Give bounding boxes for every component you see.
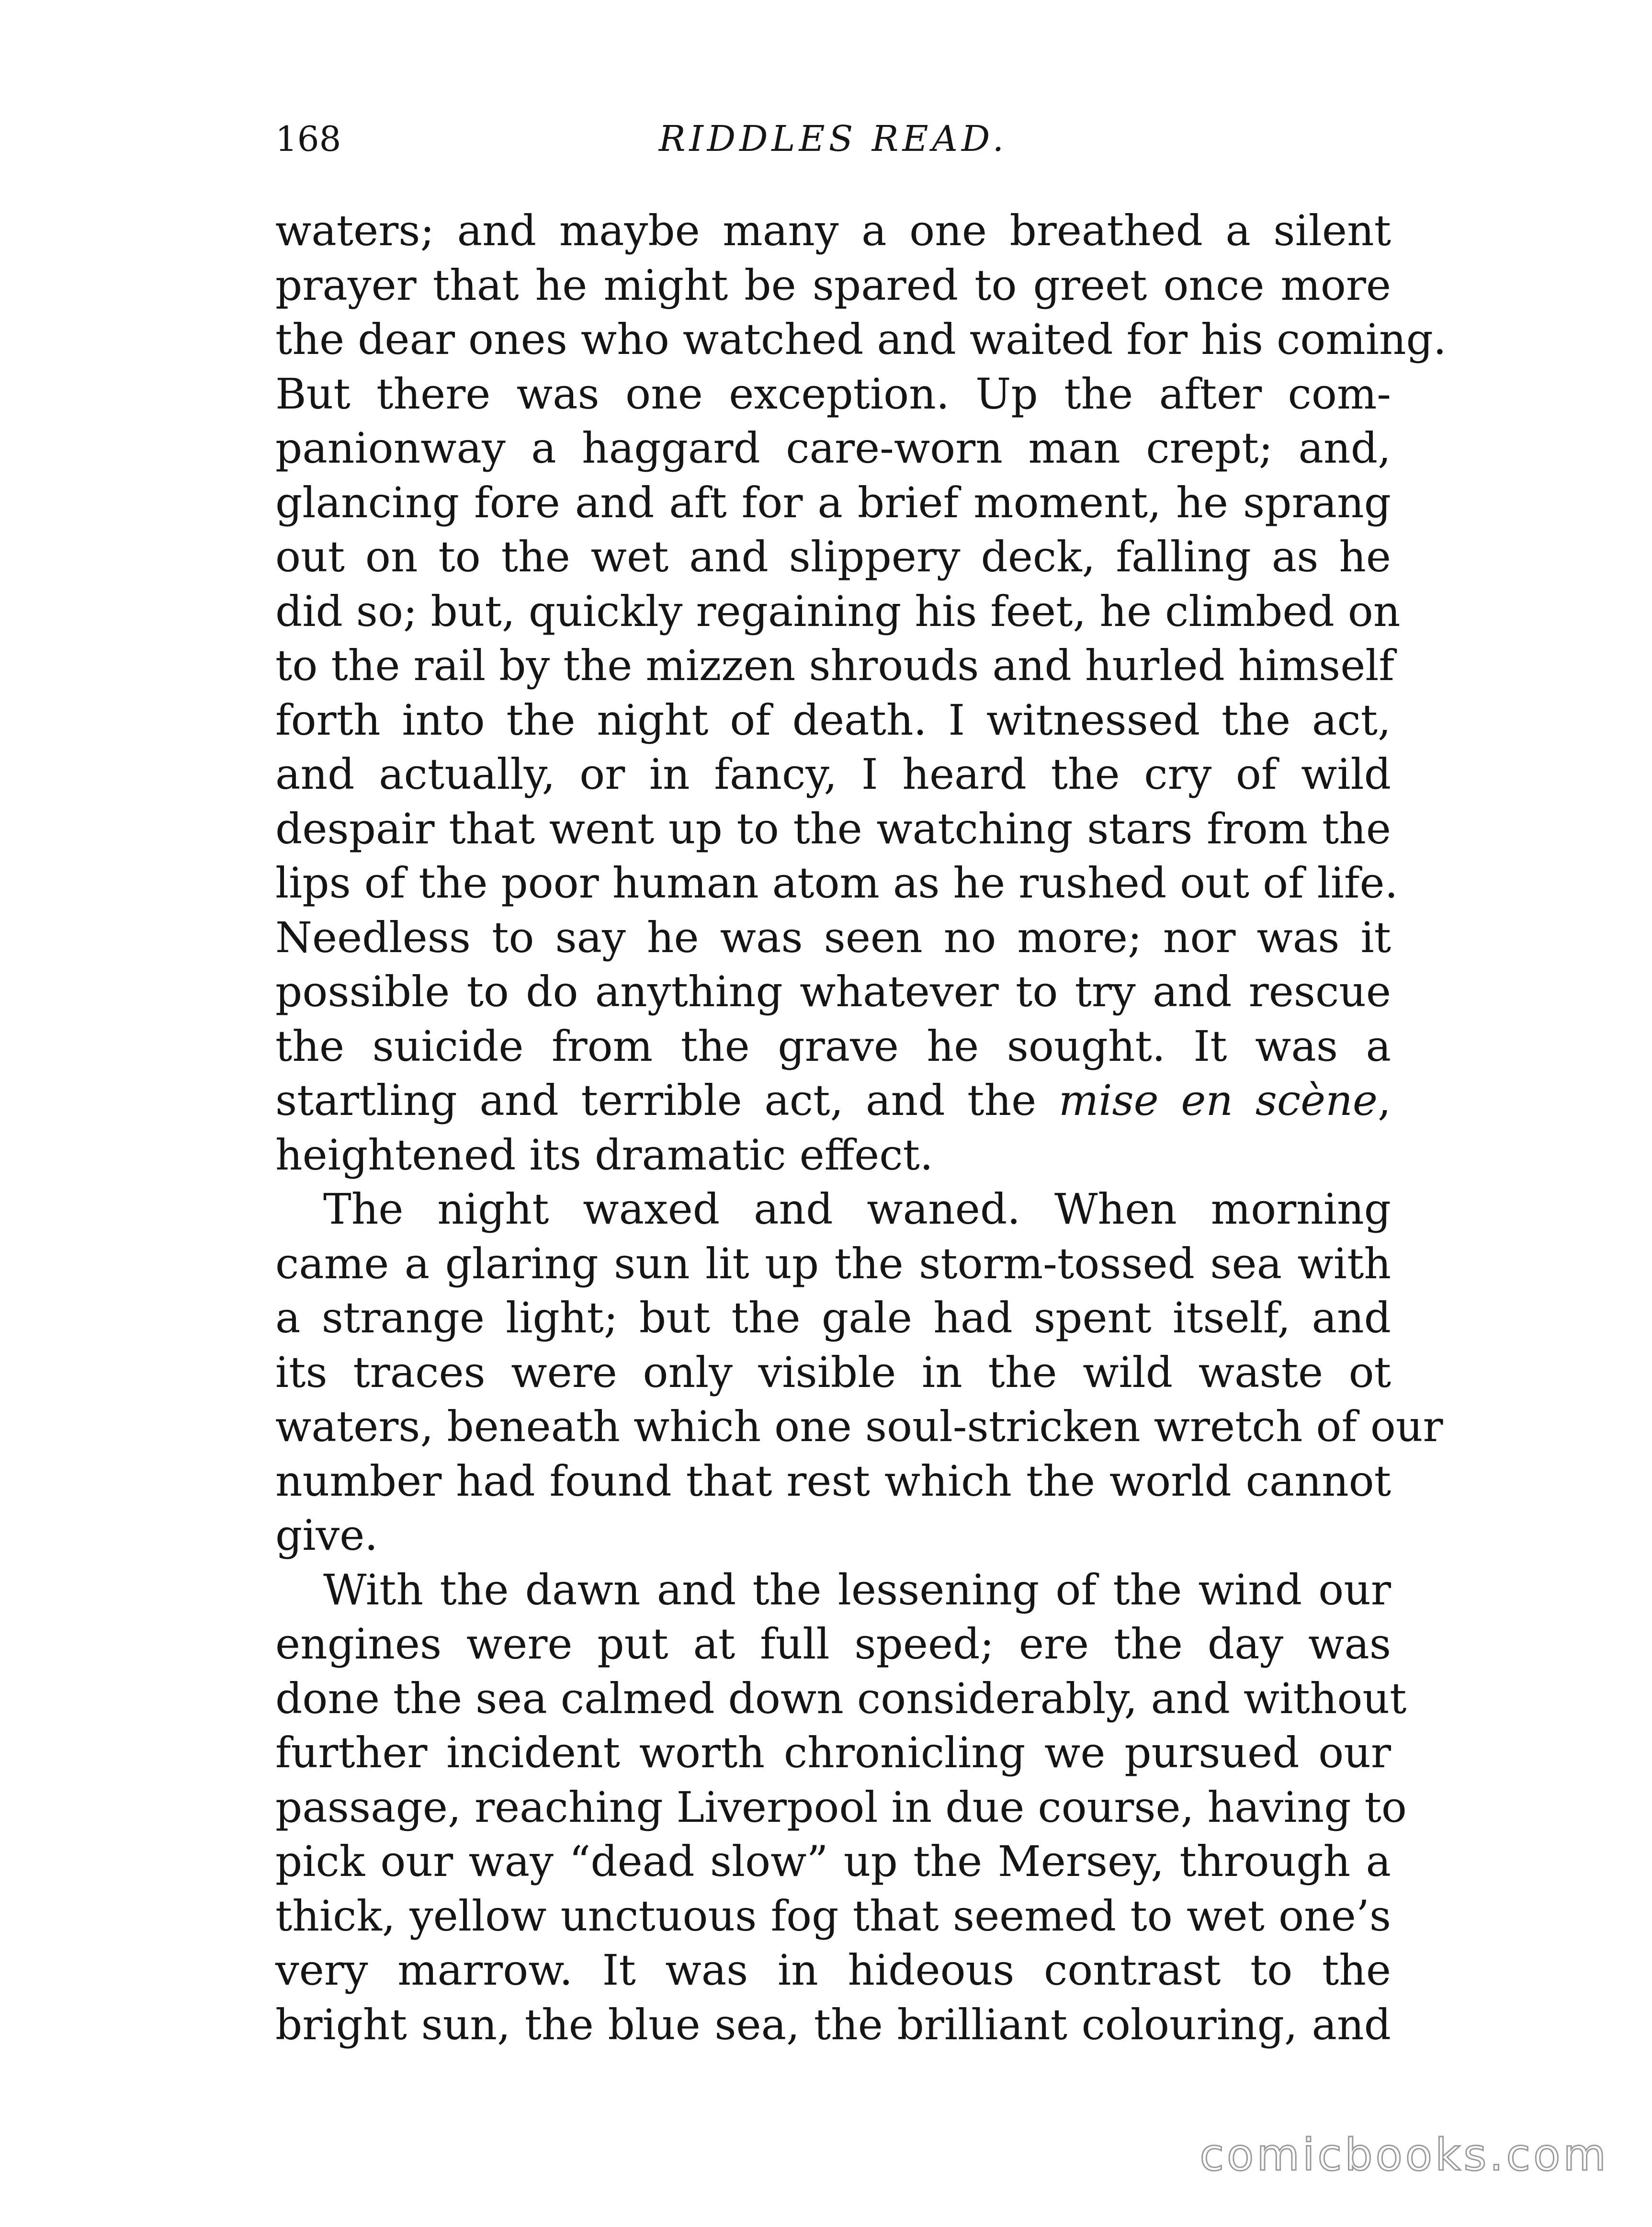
text-line-content: possible to do anything whatever to try and rescue: [275, 967, 1391, 1016]
text-line-content: the dear ones who watched and waited for his coming.: [275, 315, 1447, 364]
text-line: [275, 1399, 1443, 1454]
running-head: [275, 115, 1391, 172]
text-line: [275, 965, 1391, 1019]
text-line-content: despair that went up to the watching stars from the: [275, 804, 1391, 853]
text-line: [275, 584, 1401, 639]
running-title: RIDDLES READ.: [658, 118, 1008, 159]
page-number: 168: [275, 119, 341, 159]
text-line-content: very marrow. It was in hideous contrast to the: [275, 1945, 1391, 1995]
text-line-content: done the sea calmed down considerably, and without: [275, 1673, 1407, 1723]
text-line: [275, 1726, 1391, 1780]
text-line: [275, 910, 1391, 965]
text-line-content: pick our way “dead slow” up the Mersey, through a: [275, 1837, 1391, 1886]
text-line-content: out on to the wet and slippery deck, falling as he: [275, 532, 1391, 581]
text-line-content: prayer that he might be spared to greet once more: [275, 260, 1391, 310]
text-line-content: did so; but, quickly regaining his feet, he climbed on: [275, 586, 1401, 636]
text-line-content: number had found that rest which the world cannot: [275, 1456, 1391, 1506]
text-line: [275, 747, 1391, 802]
text-line-content: and actually, or in fancy, I heard the cry of wild: [275, 750, 1391, 799]
text-line-content: engines were put at full speed; ere the day was: [275, 1619, 1391, 1669]
text-line: [275, 1073, 1391, 1128]
text-line-content: heightened its dramatic effect.: [275, 1130, 933, 1180]
text-line: [275, 693, 1391, 748]
text-line: [275, 1563, 1391, 1617]
text-line-tail: ,: [1378, 1076, 1391, 1125]
text-line: [275, 802, 1391, 856]
text-line: [275, 1345, 1391, 1400]
text-line-content: a strange light; but the gale had spent itself, and: [275, 1293, 1391, 1342]
text-line-content: the suicide from the grave he sought. It was a: [275, 1021, 1391, 1071]
text-line: [275, 638, 1394, 693]
text-line: [275, 1454, 1391, 1509]
text-line: [275, 421, 1391, 476]
watermark: comicbooks.com: [1199, 2129, 1609, 2181]
text-line: [275, 1237, 1391, 1291]
text-line-content: passage, reaching Liverpool in due course, having to: [275, 1782, 1407, 1832]
text-line: [275, 1943, 1391, 1998]
text-line-content: panionway a haggard care-worn man crept; and,: [275, 423, 1391, 473]
text-line-content: give.: [275, 1511, 378, 1560]
italic-phrase: mise en scène: [1058, 1076, 1378, 1125]
text-line-content: forth into the night of death. I witnessed the act,: [275, 695, 1391, 745]
text-line: [275, 856, 1398, 910]
text-line: [275, 1998, 1391, 2052]
text-line: [275, 1834, 1391, 1889]
text-line: [275, 1617, 1391, 1671]
text-line-content: The night waxed and waned. When morning: [323, 1184, 1391, 1234]
text-line: [275, 1291, 1391, 1345]
text-line: [275, 312, 1447, 367]
body-text: [275, 204, 1447, 2052]
text-line: [275, 1671, 1407, 1726]
text-line-content: thick, yellow unctuous fog that seemed to wet one’s: [275, 1891, 1391, 1941]
text-line-content: Needless to say he was seen no more; nor was it: [275, 912, 1391, 962]
text-line-content: waters; and maybe many a one breathed a silent: [275, 206, 1391, 255]
text-line: [275, 1128, 1391, 1182]
text-line: [275, 204, 1391, 258]
text-line: [275, 1889, 1391, 1943]
text-line-content: lips of the poor human atom as he rushed out of life.: [275, 858, 1398, 908]
text-line-content: came a glaring sun lit up the storm-tossed sea with: [275, 1238, 1391, 1288]
text-line: [275, 258, 1391, 313]
text-line: [275, 1019, 1391, 1074]
text-line-content: further incident worth chronicling we pursued our: [275, 1728, 1391, 1777]
text-line: [275, 1182, 1391, 1237]
text-line: [275, 1780, 1407, 1835]
text-line-content: bright sun, the blue sea, the brilliant colouring, and: [275, 2000, 1391, 2049]
text-line-content: its traces were only visible in the wild waste ot: [275, 1347, 1391, 1397]
text-line: [275, 1508, 1391, 1563]
text-line-content: With the dawn and the lessening of the wind our: [323, 1565, 1391, 1614]
text-line-content: waters, beneath which one soul-stricken wretch of our: [275, 1402, 1443, 1451]
text-line: [275, 530, 1391, 584]
text-line-content: to the rail by the mizzen shrouds and hurled himself: [275, 641, 1394, 690]
text-line-content: But there was one exception. Up the after com-: [275, 369, 1391, 419]
text-line: [275, 367, 1391, 421]
text-line-content: startling and terrible act, and the: [275, 1076, 1059, 1125]
text-line-content: glancing fore and aft for a brief moment, he sprang: [275, 477, 1391, 527]
text-line: [275, 476, 1391, 530]
